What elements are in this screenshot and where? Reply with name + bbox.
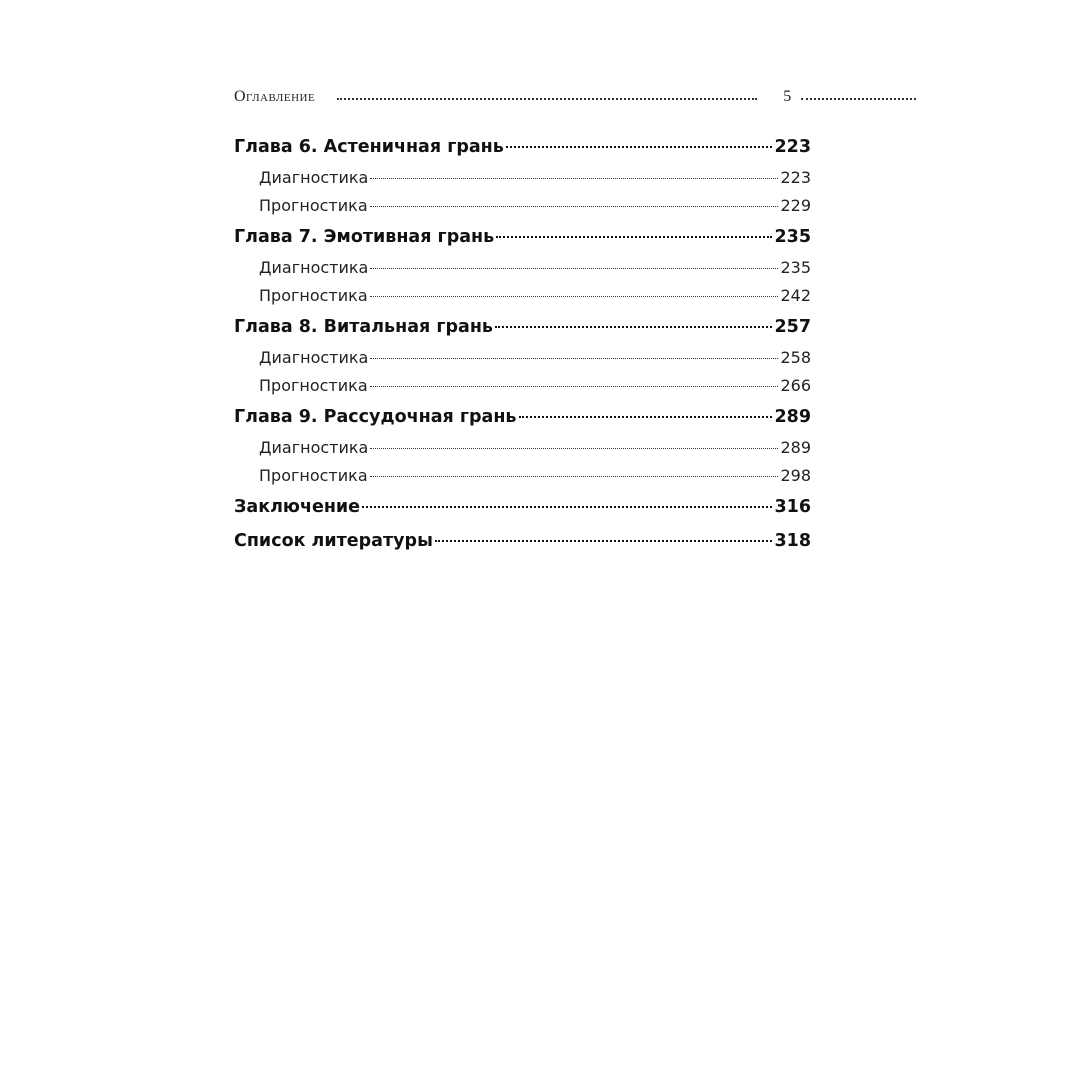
toc-entry-page-number: 235 — [780, 258, 811, 277]
toc-entry-page-number: 289 — [780, 438, 811, 457]
toc-entry-title: Глава 7. Эмотивная грань — [234, 227, 495, 247]
toc-chapter-entry[interactable] — [234, 130, 811, 164]
dot-leader — [370, 206, 779, 207]
dot-leader — [370, 268, 778, 269]
toc-entry-page-number: 229 — [780, 196, 811, 215]
toc-entry-page-number: 242 — [780, 286, 811, 305]
dot-leader — [519, 416, 773, 418]
dot-leader — [370, 476, 779, 477]
toc-entry-title: Диагностика — [259, 168, 369, 187]
header-dot-leader — [337, 98, 757, 100]
toc-section-entry[interactable] — [234, 434, 811, 462]
toc-entry-page-number: 223 — [780, 168, 811, 187]
toc-chapter-entry[interactable] — [234, 310, 811, 344]
dot-leader — [435, 540, 773, 542]
dot-leader — [362, 506, 772, 508]
toc-chapter-entry[interactable] — [234, 400, 811, 434]
toc-entry-title: Прогностика — [259, 196, 368, 215]
toc-entry-title: Диагностика — [259, 258, 369, 277]
toc-entry-title: Глава 6. Астеничная грань — [234, 137, 504, 157]
toc-entry-page-number: 318 — [774, 531, 811, 551]
toc-entry-title: Список литературы — [234, 531, 433, 551]
header-dot-leader-right — [801, 98, 916, 100]
dot-leader — [370, 448, 778, 449]
toc-entry-page-number: 266 — [780, 376, 811, 395]
dot-leader — [370, 386, 779, 387]
toc-entry-title: Прогностика — [259, 376, 368, 395]
toc-entry-title: Диагностика — [259, 348, 369, 367]
table-of-contents — [234, 130, 811, 558]
running-header — [234, 86, 916, 108]
toc-section-entry[interactable] — [234, 254, 811, 282]
toc-chapter-entry[interactable] — [234, 490, 811, 524]
dot-leader — [495, 326, 772, 328]
toc-entry-page-number: 258 — [780, 348, 811, 367]
toc-entry-page-number: 235 — [774, 227, 811, 247]
toc-entry-title: Диагностика — [259, 438, 369, 457]
toc-chapter-entry[interactable] — [234, 220, 811, 254]
toc-section-entry[interactable] — [234, 192, 811, 220]
toc-entry-title: Прогностика — [259, 466, 368, 485]
toc-entry-page-number: 316 — [774, 497, 811, 517]
running-header-title: Оглавление — [234, 88, 316, 105]
dot-leader — [370, 296, 779, 297]
toc-entry-title: Глава 8. Витальная грань — [234, 317, 493, 337]
toc-entry-title: Глава 9. Рассудочная грань — [234, 407, 517, 427]
toc-entry-page-number: 257 — [774, 317, 811, 337]
toc-entry-page-number: 223 — [774, 137, 811, 157]
page-number: 5 — [783, 88, 792, 105]
dot-leader — [496, 236, 772, 238]
toc-section-entry[interactable] — [234, 344, 811, 372]
toc-section-entry[interactable] — [234, 462, 811, 490]
toc-section-entry[interactable] — [234, 372, 811, 400]
dot-leader — [370, 178, 778, 179]
dot-leader — [370, 358, 778, 359]
dot-leader — [506, 146, 773, 148]
toc-chapter-entry[interactable] — [234, 524, 811, 558]
toc-section-entry[interactable] — [234, 282, 811, 310]
toc-section-entry[interactable] — [234, 164, 811, 192]
toc-entry-title: Прогностика — [259, 286, 368, 305]
toc-entry-page-number: 298 — [780, 466, 811, 485]
toc-entry-page-number: 289 — [774, 407, 811, 427]
toc-entry-title: Заключение — [234, 497, 361, 517]
